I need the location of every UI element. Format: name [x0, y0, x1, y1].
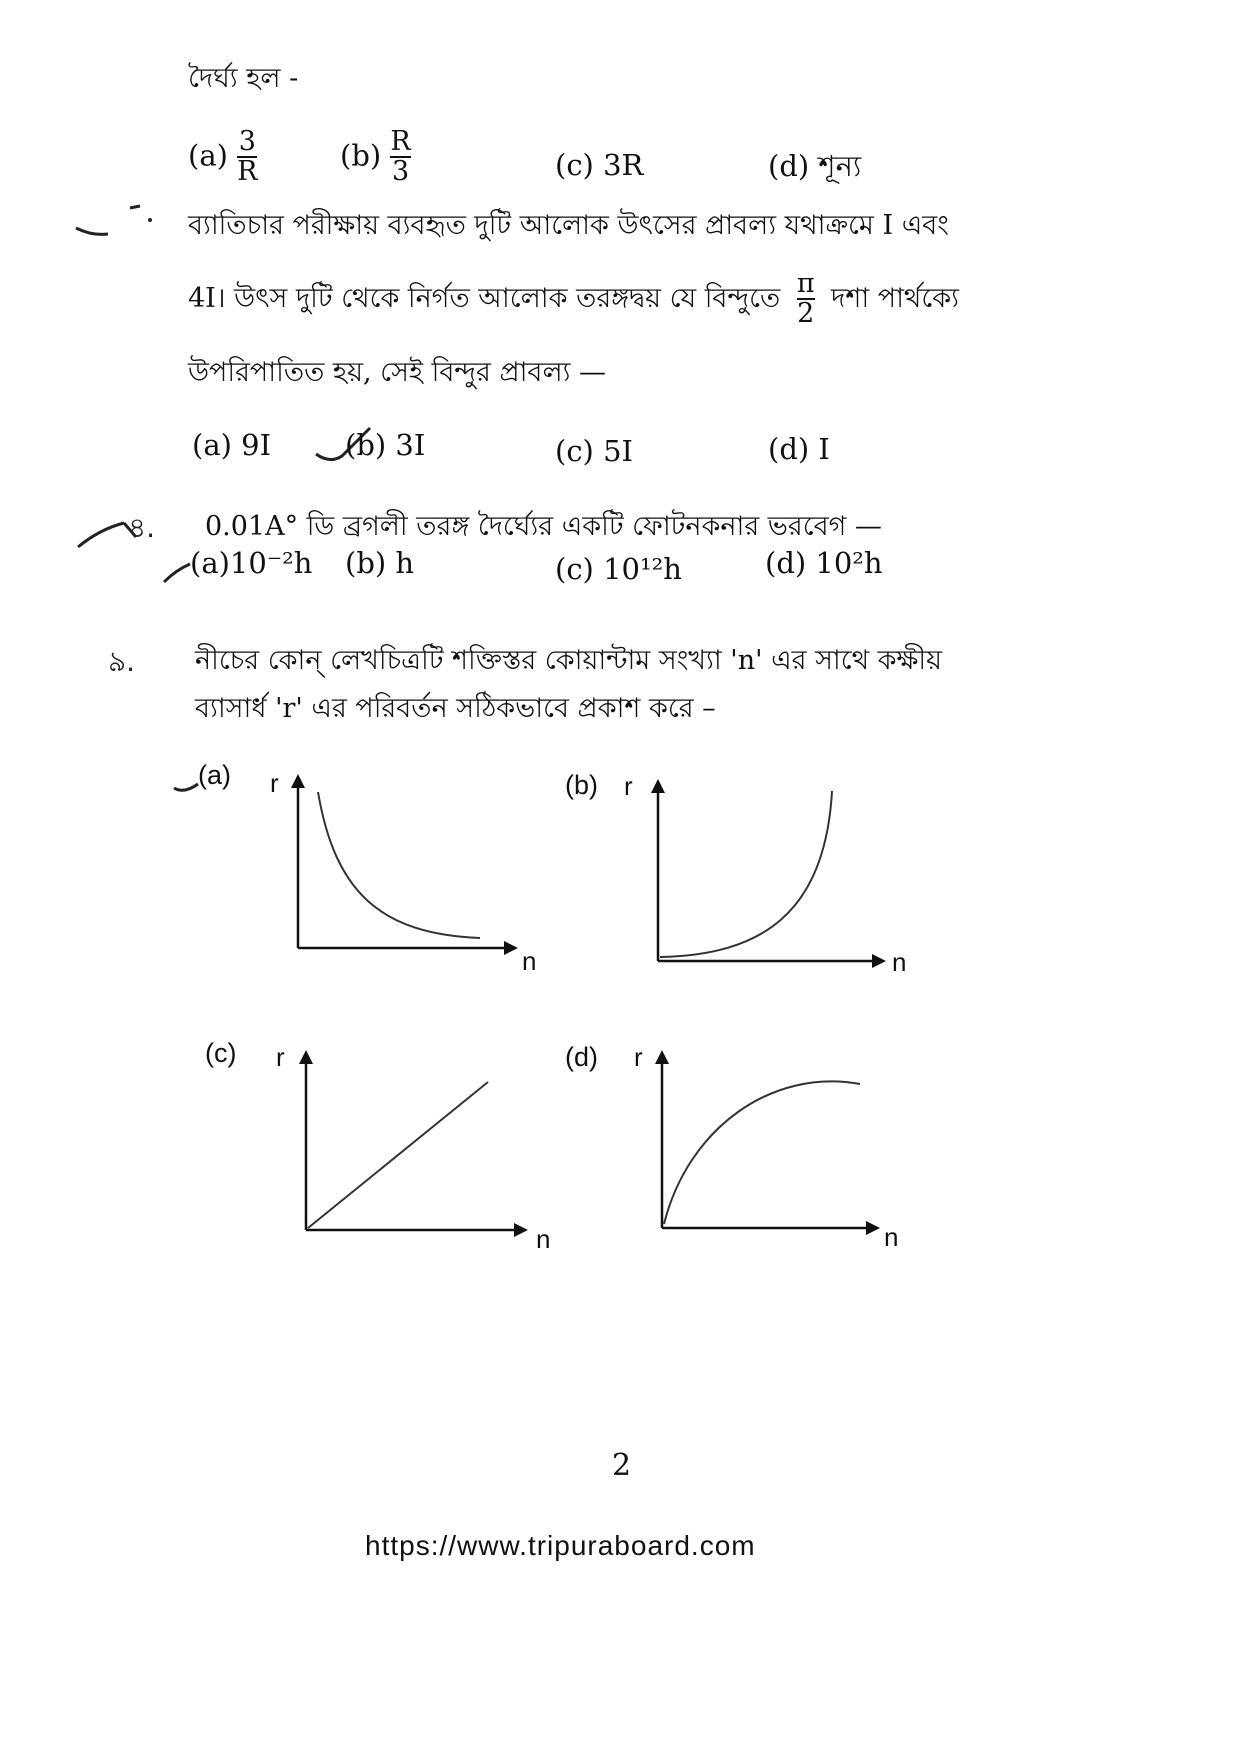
- q9-line1: নীচের কোন্ লেখচিত্রটি শক্তিস্তর কোয়ান্টাম সংখ্যা 'n' এর সাথে কক্ষীয়: [195, 645, 943, 676]
- option-label: (a): [188, 138, 228, 173]
- option-label: (c): [555, 148, 594, 182]
- numerator: π: [796, 268, 815, 299]
- denominator: R: [237, 156, 258, 188]
- footer-url[interactable]: https://www.tripuraboard.com: [365, 1530, 756, 1561]
- q9-number: ৯.: [108, 645, 136, 678]
- graph-a-y-label: r: [270, 768, 279, 798]
- graph-b-curve: [660, 791, 832, 957]
- denominator: 3: [392, 156, 410, 188]
- fraction: [390, 128, 410, 187]
- q7-option-b: (b) 3I: [345, 428, 426, 462]
- x-axis-arrow-icon: [504, 941, 518, 955]
- q8-stem: 0.01A° ডি ব্রগলী তরঙ্গ দৈর্ঘ্যের একটি ফোটনকনার ভরবেগ —: [205, 511, 882, 542]
- graph-b-label: (b): [565, 770, 598, 800]
- q7-line2-text-end: দশা পার্থক্যে: [831, 282, 959, 314]
- graph-a: [260, 762, 560, 982]
- graph-a-curve: [318, 792, 480, 938]
- graph-a-x-label: n: [522, 946, 537, 976]
- graph-d-x-label: n: [884, 1222, 899, 1252]
- q7-line1: ব্যাতিচার পরীক্ষায় ব্যবহৃত দুটি আলোক উৎসের প্রাবল্য যথাক্রমে I এবং: [188, 210, 949, 241]
- question-number-mark: [70, 198, 160, 248]
- graph-b: [620, 765, 920, 995]
- x-axis-arrow-icon: [514, 1223, 528, 1237]
- option-label: (b): [340, 138, 382, 173]
- q8-option-a: (a)10⁻²h: [190, 546, 313, 580]
- q7-option-a: (a) 9I: [192, 428, 272, 462]
- x-axis-arrow-icon: [866, 1221, 880, 1235]
- graph-c-x-label: n: [536, 1224, 551, 1254]
- q7-line2-text: 4I। উৎস দুটি থেকে নির্গত আলোক তরঙ্গদ্বয় যে বিন্দুতে: [188, 282, 781, 314]
- graph-c-label: (c): [205, 1038, 237, 1068]
- q8-option-c: (c) 10¹²h: [555, 552, 682, 586]
- y-axis-arrow-icon: [655, 1050, 669, 1064]
- q8-number: ৪.: [128, 511, 156, 544]
- graph-d-y-label: r: [634, 1042, 643, 1072]
- q6-option-d: [768, 144, 861, 193]
- q7-option-d: (d) I: [768, 432, 830, 466]
- graph-d: [622, 1038, 922, 1268]
- fraction: [237, 128, 257, 187]
- y-axis-arrow-icon: [291, 774, 305, 788]
- page-number: 2: [612, 1448, 632, 1483]
- option-text: 3R: [603, 148, 644, 182]
- q7-line2: [188, 270, 959, 329]
- q8-option-b: (b) h: [345, 546, 415, 580]
- q6-stem-end: দৈর্ঘ্য হল -: [188, 63, 299, 94]
- y-axis-arrow-icon: [651, 779, 665, 793]
- graph-a-label: (a): [198, 760, 231, 790]
- numerator: R: [390, 126, 411, 157]
- y-axis-arrow-icon: [299, 1050, 313, 1064]
- q6-option-c: [555, 148, 643, 182]
- q7-line3: উপরিপাতিত হয়, সেই বিন্দুর প্রাবল্য —: [188, 357, 606, 388]
- graph-d-label: (d): [565, 1042, 598, 1072]
- graph-d-curve: [664, 1081, 860, 1224]
- graph-c: [268, 1038, 568, 1268]
- q9-line2: ব্যাসার্ধ 'r' এর পরিবর্তন সঠিকভাবে প্রকাশ করে –: [195, 693, 716, 724]
- phase-fraction: [797, 270, 815, 329]
- option-label: (d): [768, 149, 810, 183]
- graph-b-x-label: n: [892, 947, 907, 977]
- q6-option-a: [188, 128, 257, 187]
- x-axis-arrow-icon: [872, 954, 886, 968]
- graph-c-y-label: r: [276, 1042, 285, 1072]
- option-text: শূন্য: [818, 149, 862, 183]
- q6-option-b: [340, 128, 411, 187]
- numerator: 3: [238, 126, 256, 157]
- graph-c-line: [308, 1082, 488, 1228]
- graph-b-y-label: r: [624, 771, 633, 801]
- denominator: 2: [797, 298, 815, 330]
- q7-option-c: (c) 5I: [555, 434, 633, 468]
- q8-option-d: (d) 10²h: [765, 546, 883, 580]
- tick-mark: [172, 772, 212, 802]
